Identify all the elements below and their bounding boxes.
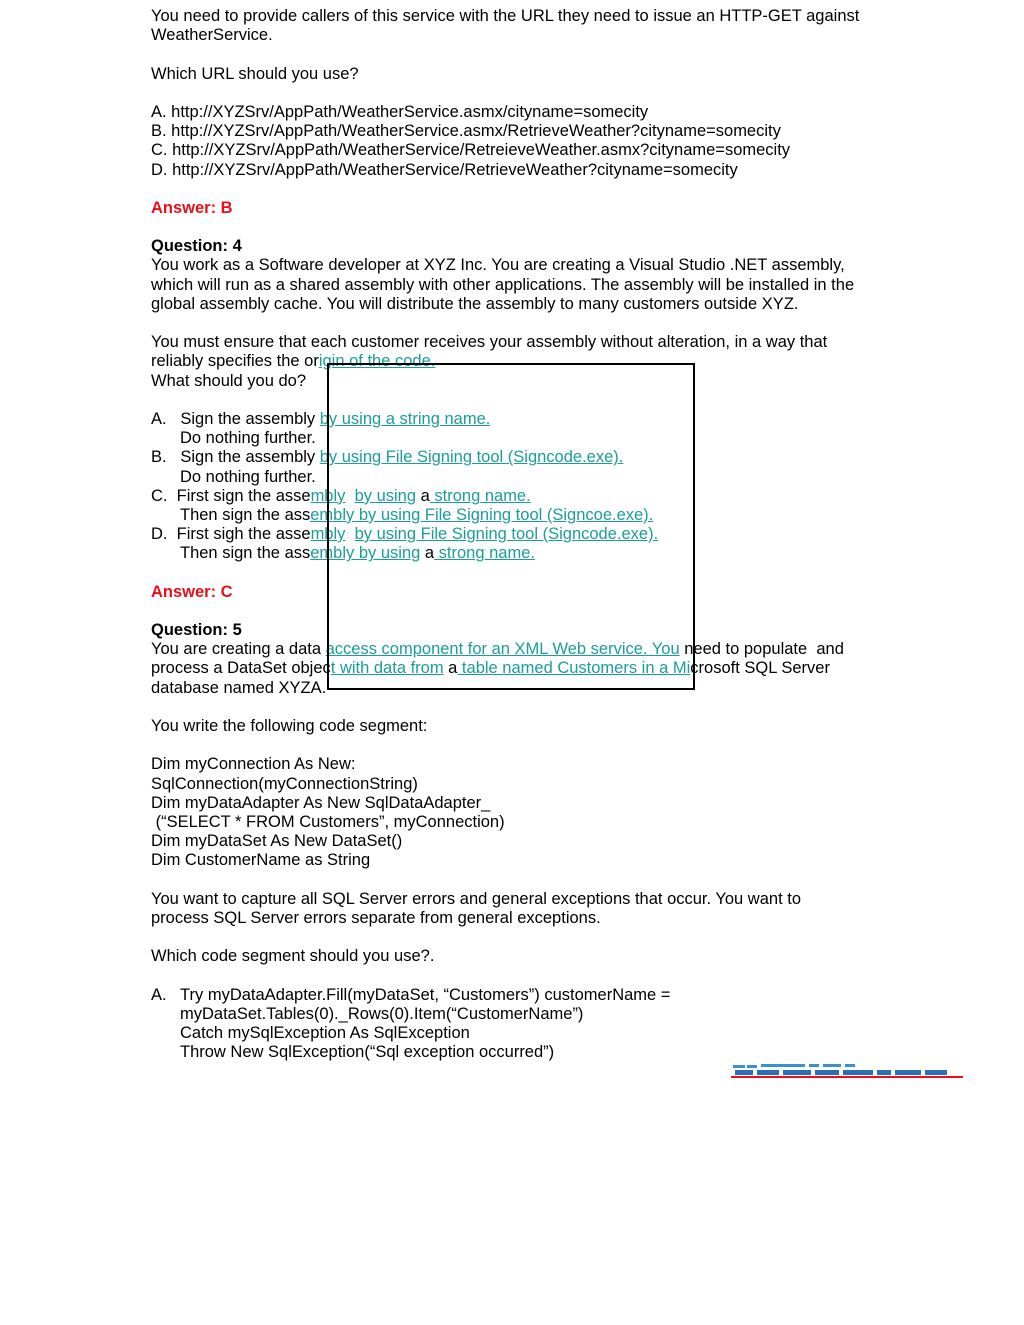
q5-code-line: Dim myConnection As New: bbox=[151, 755, 356, 774]
q4-option-c-article: a bbox=[416, 486, 430, 505]
q4-option-c-cont-link[interactable]: embly by using File Signing tool (Signcoe.exe). bbox=[310, 505, 654, 524]
q4-option-d-cont-link-2[interactable]: strong name. bbox=[434, 544, 535, 563]
q4-option-c-label: C. First sign the asse bbox=[151, 486, 311, 505]
q4-option-a bbox=[151, 410, 881, 429]
q5-option-a-cont: myDataSet.Tables(0)._Rows(0).Item(“CustomerName”) bbox=[180, 1004, 584, 1023]
q4-prompt: What should you do? bbox=[151, 371, 307, 390]
q3-option-b: B. http://XYZSrv/AppPath/WeatherService.asmx/RetrieveWeather?cityname=somecity bbox=[151, 122, 781, 141]
q4-answer: Answer: C bbox=[151, 582, 233, 601]
q5-code-intro: You write the following code segment: bbox=[151, 716, 428, 735]
q4-option-c-link-2[interactable]: by using bbox=[354, 486, 417, 505]
q4-option-d-cont bbox=[151, 544, 881, 563]
q4-option-a-cont: Do nothing further. bbox=[180, 429, 316, 448]
q5-line-3: database named XYZA. bbox=[151, 678, 327, 697]
q5-line-1-link[interactable]: access component for an XML Web service. You bbox=[325, 640, 680, 659]
q4-option-d-label: D. First sigh the asse bbox=[151, 525, 311, 544]
q3-prompt: Which URL should you use? bbox=[151, 64, 359, 83]
q4-para1-line2: which will run as a shared assembly with other applications. The assembly will be installed in the bbox=[151, 275, 855, 294]
q4-option-b-link[interactable]: by using File Signing tool (Signcode.exe). bbox=[319, 448, 624, 467]
q4-option-c-cont bbox=[151, 506, 881, 525]
q4-option-d-cont-text: Then sign the ass bbox=[180, 544, 311, 563]
testking-logo-icon bbox=[731, 1064, 963, 1078]
q5-option-a-cont: Catch mySqlException As SqlException bbox=[180, 1023, 470, 1042]
q5-line-1 bbox=[151, 640, 881, 659]
q4-option-d-link-1[interactable]: mbly bbox=[310, 525, 346, 544]
q4-option-c-cont-text: Then sign the ass bbox=[180, 505, 311, 524]
q4-origin-link[interactable]: igin of the code. bbox=[318, 352, 436, 371]
q4-option-b-label: B. Sign the assembly bbox=[151, 448, 320, 467]
q5-heading: Question: 5 bbox=[151, 621, 242, 639]
q3-answer: Answer: B bbox=[151, 198, 233, 217]
q4-option-d-cont-link[interactable]: embly by using bbox=[310, 544, 421, 563]
q5-line-2-article: a bbox=[443, 659, 458, 678]
q5-code-line: SqlConnection(myConnectionString) bbox=[151, 774, 418, 793]
q3-option-d: D. http://XYZSrv/AppPath/WeatherService/RetrieveWeather?cityname=somecity bbox=[151, 160, 738, 179]
q5-line-2-link-2[interactable]: table named Customers in a Mi bbox=[457, 659, 691, 678]
q5-code-line: Dim myDataAdapter As New SqlDataAdapter_ bbox=[151, 793, 491, 812]
q4-option-c-link-1[interactable]: mbly bbox=[310, 486, 346, 505]
intro-line-2: WeatherService. bbox=[151, 26, 273, 45]
q4-para1-line3: global assembly cache. You will distribute the assembly to many customers outside XYZ. bbox=[151, 294, 799, 313]
q4-heading: Question: 4 bbox=[151, 237, 242, 256]
q4-para2-line1: You must ensure that each customer receives your assembly without alteration, in a way that bbox=[151, 333, 828, 352]
q5-para2-line2: process SQL Server errors separate from general exceptions. bbox=[151, 908, 601, 927]
q4-option-d bbox=[151, 525, 881, 544]
q5-line-1-text-2: need to populate and bbox=[679, 640, 844, 659]
document-page bbox=[151, 7, 881, 1062]
q5-code-line: (“SELECT * FROM Customers”, myConnection) bbox=[151, 812, 505, 831]
q5-option-a-cont: Throw New SqlException(“Sql exception occurred”) bbox=[180, 1043, 555, 1062]
q4-option-b-cont: Do nothing further. bbox=[180, 467, 316, 486]
q4-para2-text: reliably specifies the or bbox=[151, 352, 319, 371]
q4-option-a-link[interactable]: by using a string name. bbox=[319, 409, 491, 428]
q4-para1-line1: You work as a Software developer at XYZ Inc. You are creating a Visual Studio .NET assembly, bbox=[151, 256, 845, 275]
q5-line-2 bbox=[151, 659, 881, 678]
q4-option-c bbox=[151, 487, 881, 506]
q5-code-line: Dim CustomerName as String bbox=[151, 851, 371, 870]
q4-option-c-link-3[interactable]: strong name. bbox=[429, 486, 531, 505]
q5-para2-line1: You want to capture all SQL Server errors and general exceptions that occur. You want to bbox=[151, 889, 802, 908]
q4-option-a-label: A. Sign the assembly bbox=[151, 409, 320, 428]
q4-para2-line2 bbox=[151, 352, 881, 371]
intro-line-1: You need to provide callers of this service with the URL they need to issue an HTTP-GET against bbox=[151, 7, 860, 25]
q4-option-d-cont-article: a bbox=[420, 544, 435, 563]
q3-option-c: C. http://XYZSrv/AppPath/WeatherService/RetreieveWeather.asmx?cityname=somecity bbox=[151, 141, 791, 160]
q5-line-1-text: You are creating a data bbox=[151, 640, 326, 659]
q5-line-2-link-1[interactable]: t with data from bbox=[330, 659, 444, 678]
q5-option-a: A. Try myDataAdapter.Fill(myDataSet, “Customers”) customerName = bbox=[151, 985, 671, 1004]
q5-code-line: Dim myDataSet As New DataSet() bbox=[151, 832, 403, 851]
q3-option-a: A. http://XYZSrv/AppPath/WeatherService.asmx/cityname=somecity bbox=[151, 102, 649, 121]
q5-line-2-text-2: crosoft SQL Server bbox=[690, 659, 830, 678]
q5-line-2-text: process a DataSet objec bbox=[151, 659, 331, 678]
q5-prompt: Which code segment should you use?. bbox=[151, 947, 435, 966]
q4-option-b bbox=[151, 448, 881, 467]
q4-option-d-link-2[interactable]: by using File Signing tool (Signcode.exe). bbox=[354, 525, 659, 544]
